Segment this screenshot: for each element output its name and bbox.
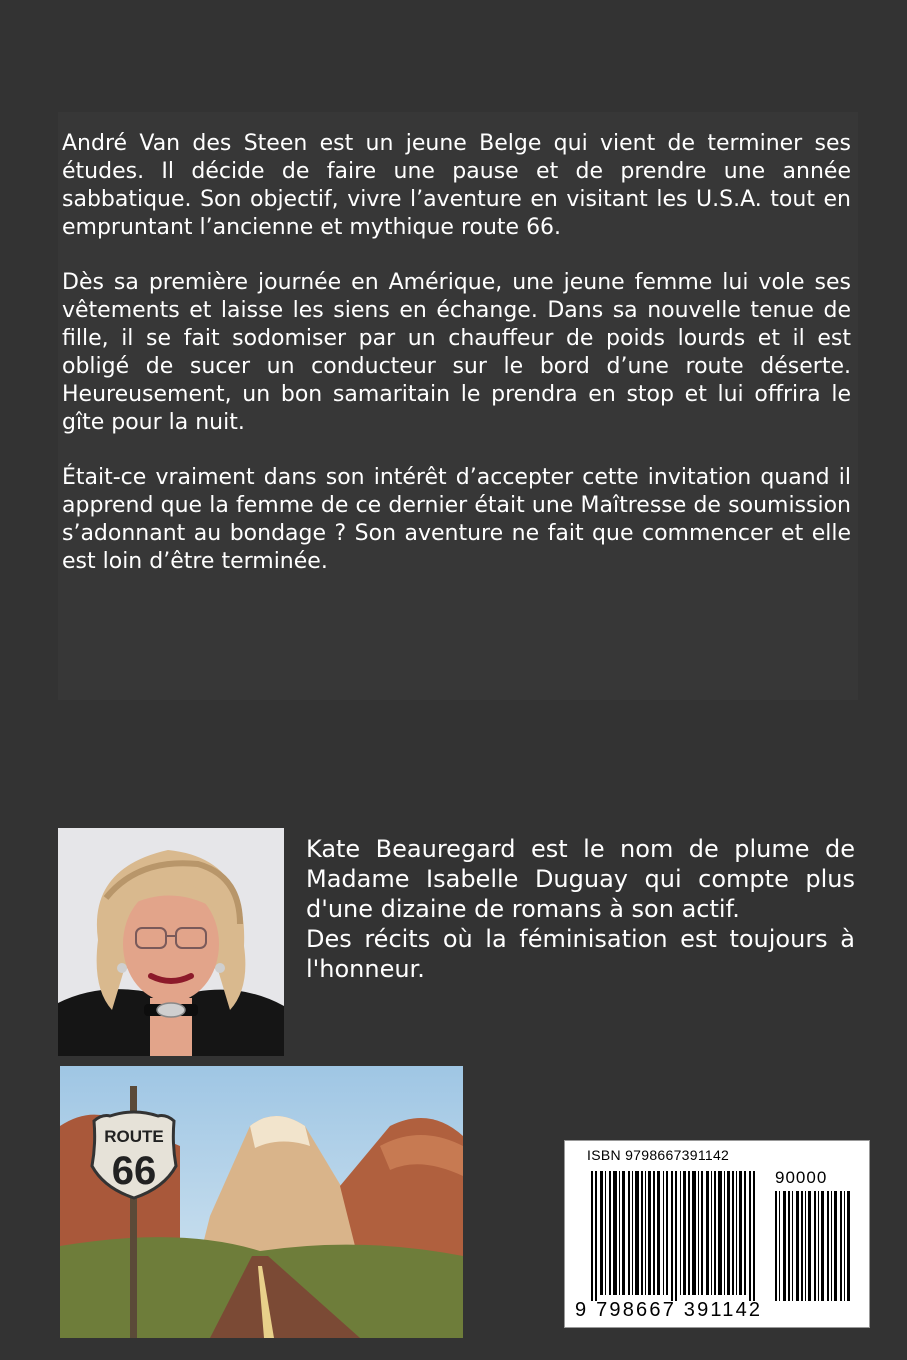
synopsis-paragraph-3: Était-ce vraiment dans son intérêt d’accepter cette invitation quand il apprend que la femme de ce dernier était une Maîtresse de soumission s’adonnant au bondage ? Son aventure ne fait que commencer et elle est loin d’être terminée.: [62, 465, 851, 574]
author-bio-paragraph-1: Kate Beauregard est le nom de plume de Madame Isabelle Duguay qui compte plus d'une dizaine de romans à son actif.: [306, 835, 855, 923]
price-barcode: [773, 1191, 853, 1301]
barcode-box: [564, 1140, 870, 1328]
main-barcode: [585, 1171, 765, 1301]
price-code: 90000: [775, 1168, 828, 1187]
ean-digits: 9 798667 391142: [575, 1299, 763, 1321]
isbn-label: ISBN 9798667391142: [587, 1147, 730, 1163]
author-bio: [306, 834, 855, 984]
synopsis-paragraph-2: Dès sa première journée en Amérique, une jeune femme lui vole ses vêtements et laisse les siens en échange. Dans sa nouvelle tenue de fille, il se fait sodomiser par un chauffeur de poids lourds et il est obligé de sucer un conducteur sur le bord d’une route déserte. Heureusement, un bon samaritain le prendra en stop et lui offrira le gîte pour la nuit.: [62, 270, 851, 435]
route-sign-number: 66: [111, 1149, 157, 1193]
synopsis: [62, 130, 851, 603]
author-bio-paragraph-2: Des récits où la féminisation est toujours à l'honneur.: [306, 925, 855, 983]
route-sign-word: ROUTE: [104, 1127, 164, 1146]
route-66-photo: [60, 1066, 463, 1338]
synopsis-paragraph-1: André Van des Steen est un jeune Belge qui vient de terminer ses études. Il décide de faire une pause et de prendre une année sabbatique. Son objectif, vivre l’aventure en visitant les U.S.A. tout en empruntant l’ancienne et mythique route 66.: [62, 131, 851, 240]
author-photo: [58, 828, 284, 1056]
